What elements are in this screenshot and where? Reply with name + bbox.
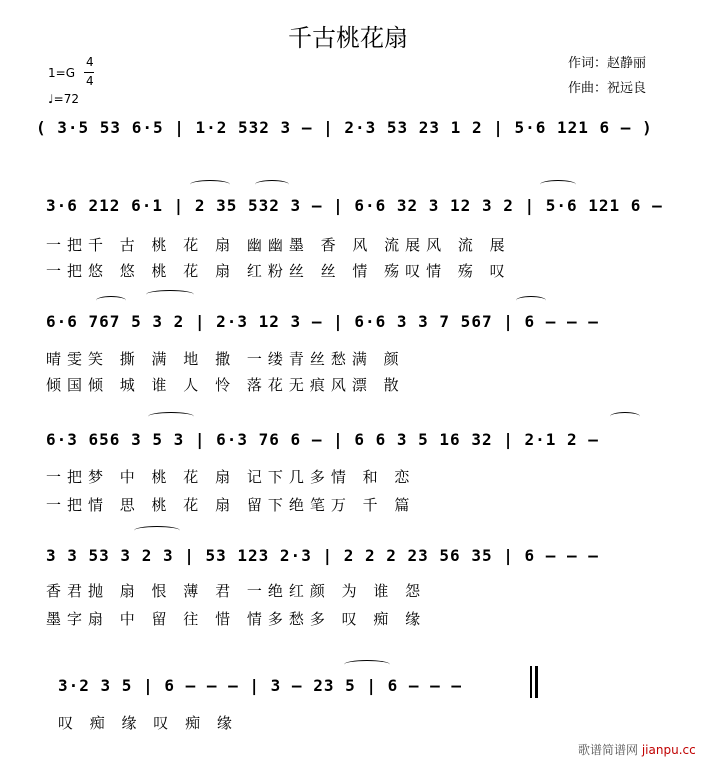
- slur-arc: [540, 180, 576, 189]
- slur-arc: [134, 526, 180, 535]
- lyric-row-5-verse-2: 墨字扇 中 留 往 惜 情多愁多 叹 痴 缘: [46, 610, 427, 628]
- slur-arc: [344, 660, 390, 669]
- watermark: 歌谱简谱网 jianpu.cc: [578, 743, 696, 757]
- lyric-row-4-verse-2: 一把情 思 桃 花 扇 留下绝笔万 千 篇: [46, 496, 416, 514]
- lyric-row-3-verse-1: 晴雯笑 撕 满 地 撒 一缕青丝愁满 颜: [46, 350, 405, 368]
- time-signature-top: 4: [86, 55, 94, 69]
- notation-row-2: 3·6 212 6·1 | 2 35 532 3 – | 6·6 32 3 12 3 2 | 5·6 121 6 –: [46, 196, 663, 215]
- slur-arc: [190, 180, 230, 189]
- final-barline-thin: [530, 666, 532, 698]
- lyric-row-5-verse-1: 香君抛 扇 恨 薄 君 一绝红颜 为 谁 怨: [46, 582, 427, 600]
- final-barline-thick: [535, 666, 538, 698]
- notation-row-6: 3·2 3 5 | 6 – – – | 3 – 23 5 | 6 – – –: [58, 676, 463, 695]
- key-signature: 1=G: [48, 66, 75, 80]
- lyric-row-4-verse-1: 一把梦 中 桃 花 扇 记下几多情 和 恋: [46, 468, 416, 486]
- time-signature-bottom: 4: [86, 74, 94, 88]
- slur-arc: [96, 296, 126, 305]
- lyric-row-2-verse-1: 一把千 古 桃 花 扇 幽幽墨 香 风 流展风 流 展: [46, 236, 511, 254]
- slur-arc: [516, 296, 546, 305]
- notation-row-5: 3 3 53 3 2 3 | 53 123 2·3 | 2 2 2 23 56 35 | 6 – – –: [46, 546, 599, 565]
- lyric-row-2-verse-2: 一把悠 悠 桃 花 扇 红粉丝 丝 情 殇叹情 殇 叹: [46, 262, 511, 280]
- song-title: 千古桃花扇: [288, 24, 408, 52]
- notation-row-1: ( 3·5 53 6·5 | 1·2 532 3 – | 2·3 53 23 1 2 | 5·6 121 6 – ): [36, 118, 653, 137]
- tempo-marking: ♩=72: [48, 92, 79, 106]
- slur-arc: [255, 180, 289, 189]
- slur-arc: [146, 290, 194, 299]
- lyric-row-6: 叹 痴 缘 叹 痴 缘: [58, 714, 238, 732]
- quarter-note-icon: ♩: [48, 92, 54, 106]
- time-signature-divider: [84, 72, 94, 73]
- slur-arc: [610, 412, 640, 421]
- notation-row-4: 6·3 656 3 5 3 | 6·3 76 6 – | 6 6 3 5 16 32 | 2·1 2 –: [46, 430, 599, 449]
- composer-credit: 作曲：祝远良: [568, 81, 647, 96]
- lyricist-credit: 作词：赵静丽: [568, 56, 647, 71]
- slur-arc: [148, 412, 194, 421]
- lyric-row-3-verse-2: 倾国倾 城 谁 人 怜 落花无痕风漂 散: [46, 376, 405, 394]
- notation-row-3: 6·6 767 5 3 2 | 2·3 12 3 – | 6·6 3 3 7 567 | 6 – – –: [46, 312, 599, 331]
